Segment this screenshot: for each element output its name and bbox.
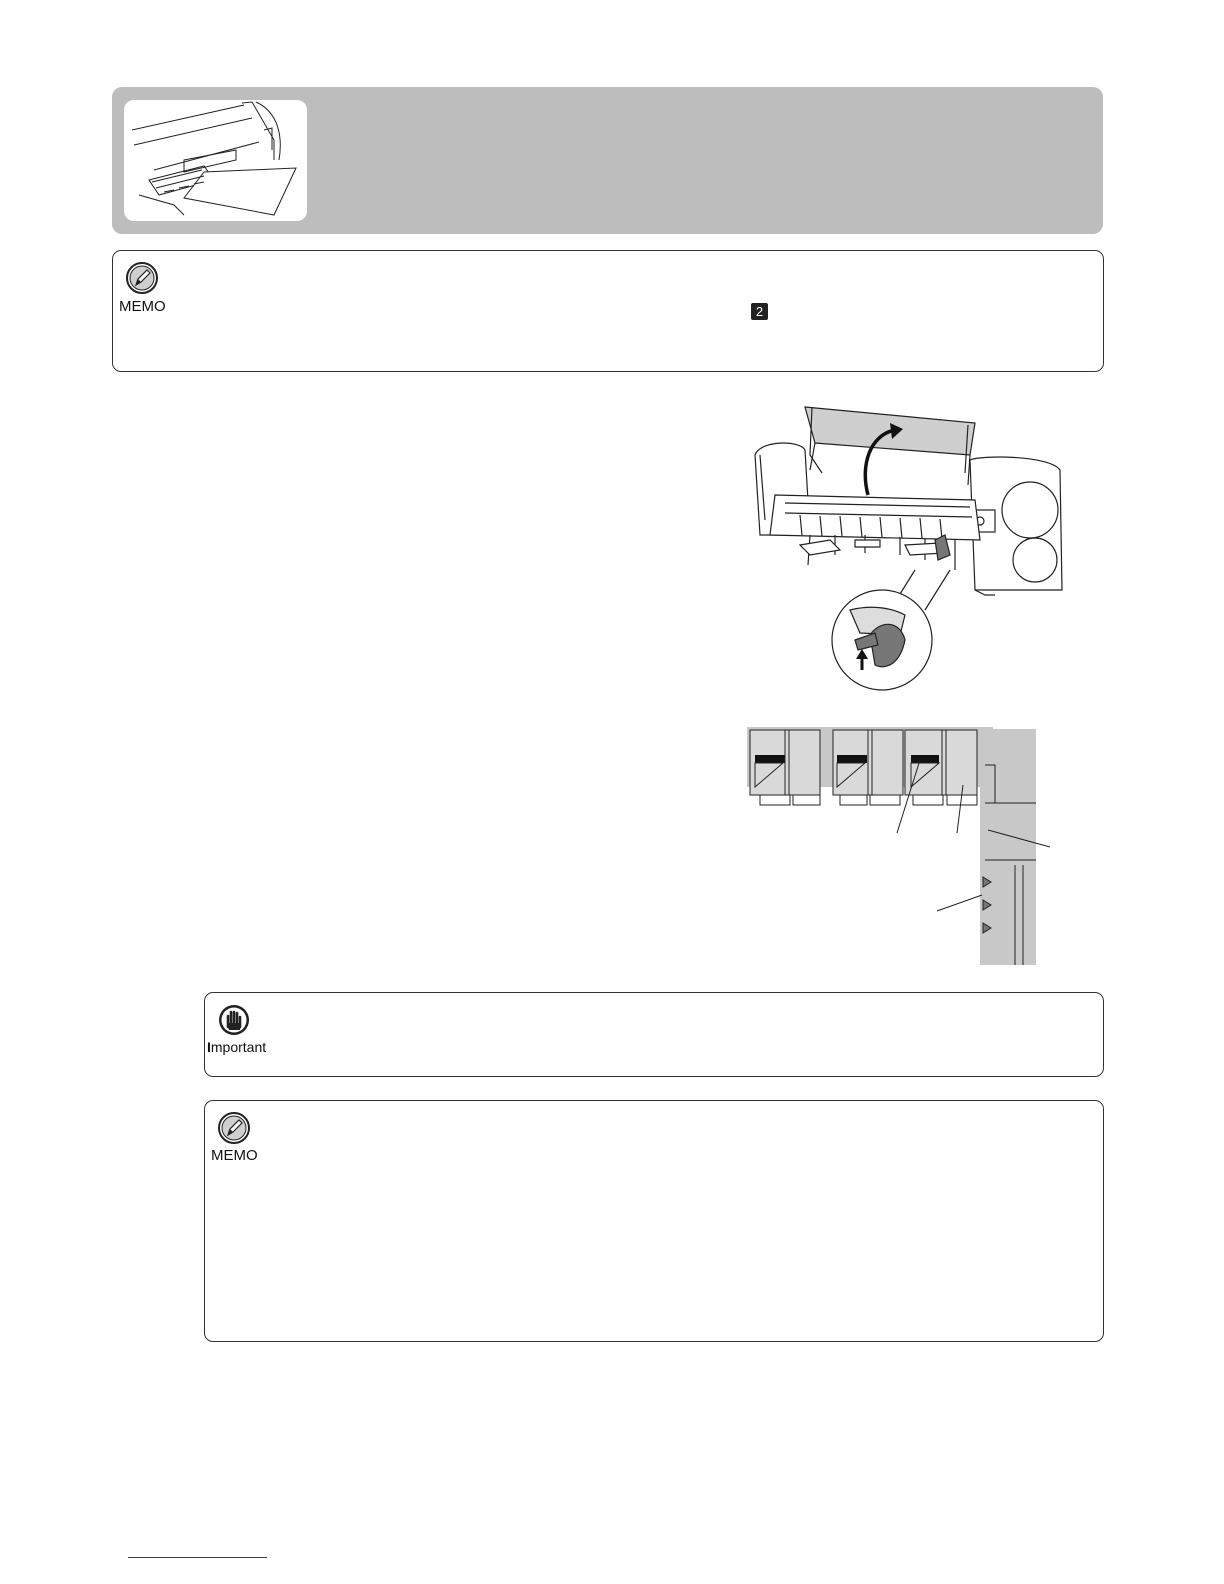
important-label: Important [207, 1039, 267, 1055]
memo-note-box [112, 250, 1104, 372]
hand-stop-icon [217, 1003, 251, 1037]
paper-alignment-illustration [745, 725, 1055, 970]
memo-label-bottom: MEMO [211, 1147, 258, 1164]
pencil-memo-icon [125, 261, 159, 295]
step-number-badge: 2 [751, 303, 768, 320]
printer-cover-open-illustration [740, 395, 1070, 700]
memo-label: MEMO [119, 298, 166, 315]
footer-link-underline[interactable] [128, 1557, 267, 1558]
memo-note-box-bottom [204, 1100, 1104, 1342]
header-thumbnail-illustration [124, 100, 307, 221]
pencil-memo-icon-bottom [217, 1111, 251, 1145]
important-note-box [204, 992, 1104, 1077]
